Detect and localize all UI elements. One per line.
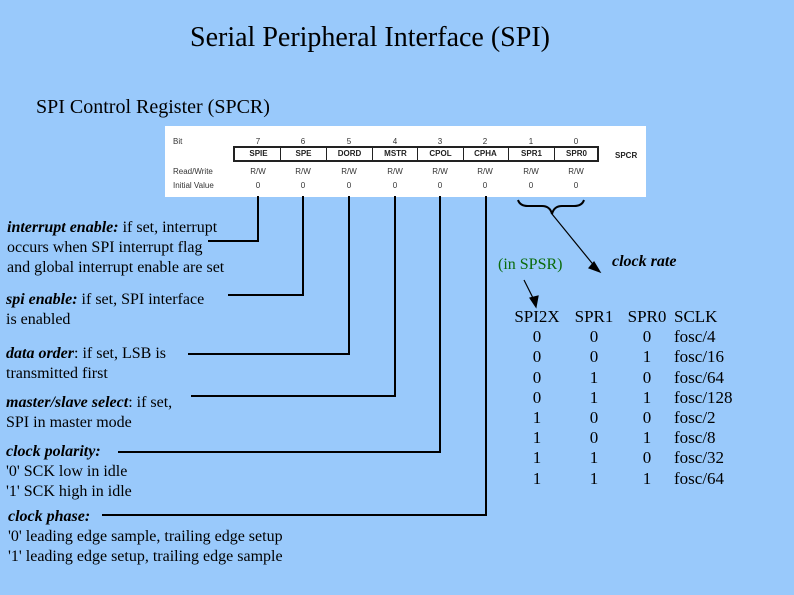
row-label-rw: Read/Write: [173, 167, 213, 176]
table-header: SCLK: [674, 307, 718, 326]
spe-connector: [228, 196, 303, 295]
table-cell: 1: [642, 428, 652, 448]
table-cell: fosc/16: [674, 347, 725, 367]
table-cell: fosc/8: [674, 428, 716, 448]
table-cell: 0: [642, 407, 652, 427]
access-value: R/W: [387, 167, 403, 176]
table-cell: 1: [532, 468, 542, 488]
col-spi2x: [512, 307, 562, 489]
access-value: R/W: [477, 167, 493, 176]
table-cell: 1: [642, 468, 652, 488]
table-cell: 0: [642, 367, 652, 387]
spsr-note: (in SPSR): [498, 256, 563, 273]
field-spe: SPE: [295, 149, 312, 158]
spe-term: spi enable:: [6, 291, 78, 308]
table-header: SPR0: [627, 307, 667, 326]
table-cell: 1: [532, 407, 542, 427]
cpol-description: clock polarity: '0' SCK low in idle '1' SCK high in idle: [6, 443, 132, 500]
spr-bracket: [518, 200, 584, 214]
table-cell: 1: [532, 428, 542, 448]
table-cell: 1: [642, 387, 652, 407]
dord-term: data order: [6, 345, 74, 362]
bit-number: 2: [482, 137, 488, 146]
table-cell: 0: [589, 407, 599, 427]
initial-value: 0: [300, 181, 306, 190]
page-title: Serial Peripheral Interface (SPI): [190, 22, 550, 53]
table-cell: 1: [589, 468, 599, 488]
table-cell: 1: [589, 367, 599, 387]
register-name: SPCR: [615, 151, 638, 160]
spie-term: interrupt enable:: [7, 219, 119, 236]
field-spie: SPIE: [249, 149, 268, 158]
table-cell: 1: [589, 387, 599, 407]
table-cell: 0: [589, 428, 599, 448]
table-header: SPR1: [574, 307, 614, 326]
bit-number: 0: [573, 137, 579, 146]
access-value: R/W: [523, 167, 539, 176]
table-cell: fosc/128: [674, 387, 733, 407]
field-dord: DORD: [337, 149, 362, 158]
cpha-term: clock phase:: [8, 508, 91, 525]
field-cpol: CPOL: [429, 149, 452, 158]
bit-number: 6: [300, 137, 306, 146]
col-spr0: [622, 307, 672, 489]
row-label-bit: Bit: [173, 137, 183, 146]
dord-description: data order: if set, LSB is transmitted first: [6, 345, 167, 382]
initial-value: 0: [437, 181, 443, 190]
table-cell: 0: [532, 327, 542, 347]
table-cell: fosc/64: [674, 468, 725, 488]
bit-number: 5: [346, 137, 352, 146]
initial-value: 0: [528, 181, 534, 190]
access-value: R/W: [250, 167, 266, 176]
col-spr1: [570, 307, 618, 489]
cpha-description: clock phase: '0' leading edge sample, trailing edge setup '1' leading edge setup, trailing edge sample: [8, 508, 283, 565]
mstr-description: master/slave select: if set, SPI in master mode: [6, 394, 173, 431]
table-cell: fosc/32: [674, 448, 725, 468]
table-cell: 1: [532, 448, 542, 468]
table-cell: 0: [532, 367, 542, 387]
table-cell: 0: [589, 347, 599, 367]
spsr-arrowhead: [530, 296, 538, 307]
initial-value: 0: [482, 181, 488, 190]
table-cell: 1: [642, 347, 652, 367]
field-mstr: MSTR: [384, 149, 407, 158]
table-cell: fosc/64: [674, 367, 725, 387]
table-cell: fosc/2: [674, 407, 716, 427]
table-cell: 0: [532, 347, 542, 367]
access-value: R/W: [295, 167, 311, 176]
bit-number: 1: [528, 137, 534, 146]
spe-description: spi enable: if set, SPI interface is enabled: [6, 291, 205, 328]
cpol-term: clock polarity:: [6, 443, 101, 460]
field-spr0: SPR0: [566, 149, 587, 158]
mstr-term: master/slave select: [6, 394, 129, 411]
bit-number: 7: [255, 137, 261, 146]
bit-number: 4: [392, 137, 398, 146]
field-cpha: CPHA: [474, 149, 497, 158]
table-header: SPI2X: [514, 307, 560, 326]
initial-value: 0: [346, 181, 352, 190]
bit-number: 3: [437, 137, 443, 146]
table-cell: 0: [532, 387, 542, 407]
clock-rate-label: clock rate: [612, 253, 677, 270]
table-cell: fosc/4: [674, 327, 716, 347]
section-subtitle: SPI Control Register (SPCR): [36, 96, 270, 118]
access-value: R/W: [432, 167, 448, 176]
col-sclk: [674, 307, 754, 489]
initial-value: 0: [573, 181, 579, 190]
access-value: R/W: [568, 167, 584, 176]
table-cell: 0: [642, 327, 652, 347]
initial-value: 0: [255, 181, 261, 190]
table-cell: 0: [589, 327, 599, 347]
access-value: R/W: [341, 167, 357, 176]
spie-description: interrupt enable: if set, interrupt occurs when SPI interrupt flag and global interrupt enable are set: [7, 219, 225, 276]
row-label-initial: Initial Value: [173, 181, 214, 190]
table-cell: 0: [642, 448, 652, 468]
initial-value: 0: [392, 181, 398, 190]
clock-rate-arrowhead: [589, 262, 600, 272]
table-cell: 1: [589, 448, 599, 468]
field-spr1: SPR1: [521, 149, 542, 158]
